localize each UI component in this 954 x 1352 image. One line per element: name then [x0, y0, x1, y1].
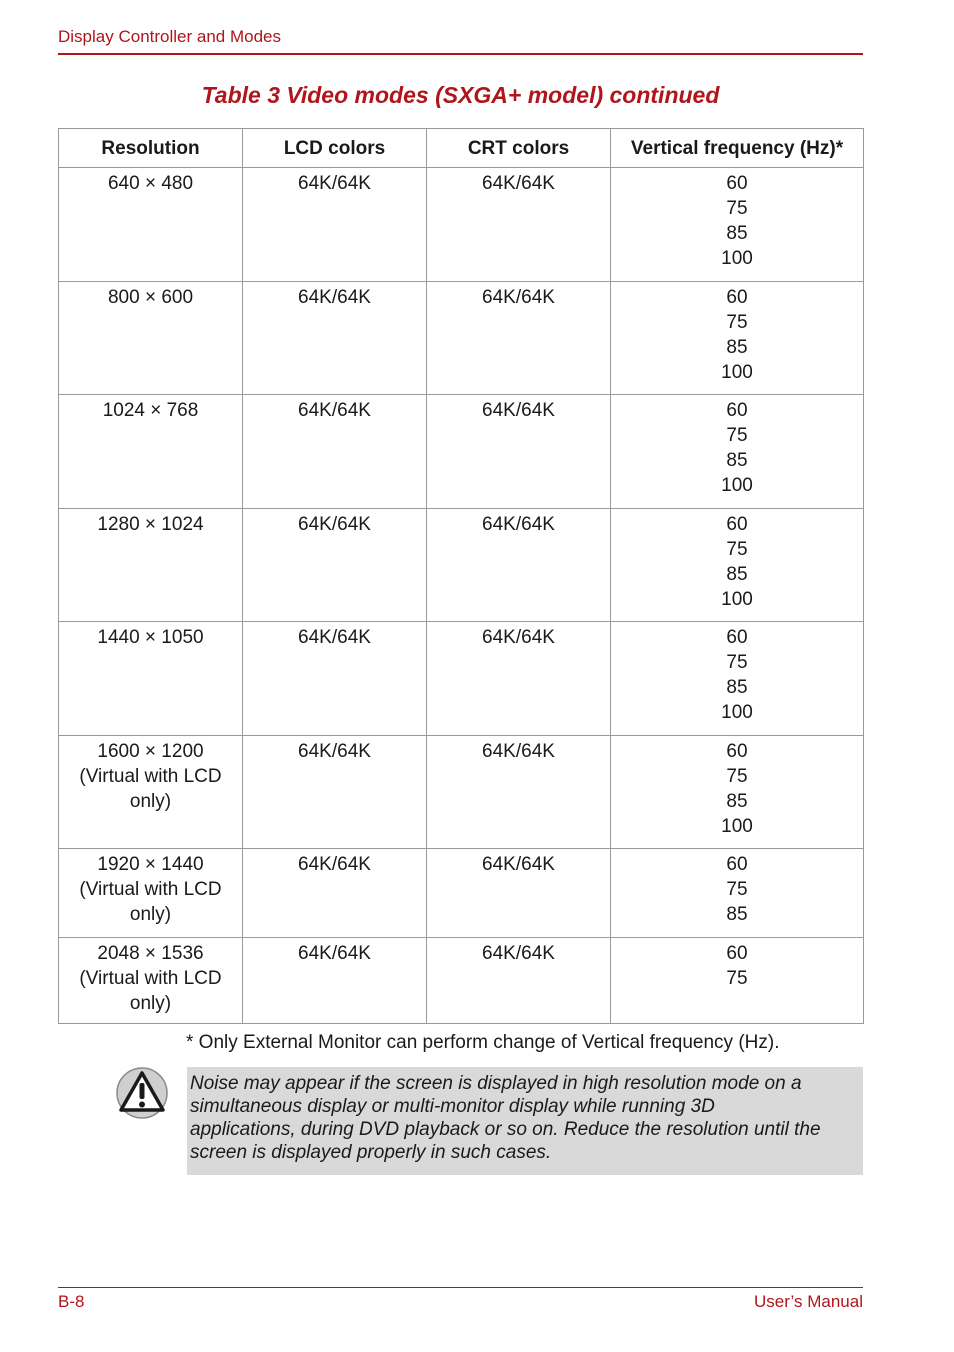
resolution-line: 1600 × 1200	[97, 741, 204, 762]
cell-vertical-frequency	[611, 938, 864, 1024]
cell-vertical-frequency	[611, 509, 864, 622]
frequency-value: 100	[721, 475, 753, 496]
resolution-line: 2048 × 1536	[97, 943, 204, 964]
frequency-value: 85	[726, 564, 748, 585]
cell-vertical-frequency	[611, 282, 864, 395]
cell-crt-colors: 64K/64K	[427, 622, 611, 736]
page-number: B-8	[58, 1292, 85, 1311]
column-header-vertical-frequency: Vertical frequency (Hz)*	[611, 129, 864, 168]
cell-vertical-frequency	[611, 622, 864, 736]
cell-resolution	[59, 168, 243, 282]
manual-title: User’s Manual	[754, 1292, 863, 1311]
resolution-line: 1280 × 1024	[97, 514, 204, 535]
frequency-value: 75	[726, 879, 748, 900]
table-row	[59, 168, 864, 282]
cell-resolution	[59, 849, 243, 938]
frequency-value: 75	[726, 198, 748, 219]
frequency-value: 75	[726, 539, 748, 560]
frequency-value: 100	[721, 702, 753, 723]
frequency-value: 85	[726, 677, 748, 698]
cell-lcd-colors: 64K/64K	[243, 282, 427, 395]
column-header-resolution: Resolution	[59, 129, 243, 168]
cell-vertical-frequency	[611, 736, 864, 849]
table-row	[59, 395, 864, 509]
warning-note-line: Noise may appear if the screen is displayed in high resolution mode on a	[190, 1073, 802, 1094]
frequency-value: 100	[721, 589, 753, 610]
cell-lcd-colors: 64K/64K	[243, 168, 427, 282]
header-divider	[58, 53, 863, 55]
cell-resolution	[59, 622, 243, 736]
cell-lcd-colors: 64K/64K	[243, 509, 427, 622]
frequency-value: 85	[726, 904, 748, 925]
table-row	[59, 849, 864, 938]
cell-resolution	[59, 736, 243, 849]
cell-vertical-frequency	[611, 168, 864, 282]
resolution-line: (Virtual with LCD	[79, 766, 222, 787]
resolution-line: only)	[129, 904, 172, 925]
resolution-line: only)	[129, 993, 172, 1014]
frequency-value: 60	[726, 943, 748, 964]
warning-note-line: simultaneous display or multi-monitor display while running 3D	[190, 1096, 715, 1117]
cell-lcd-colors: 64K/64K	[243, 938, 427, 1024]
frequency-value: 60	[726, 287, 748, 308]
cell-crt-colors: 64K/64K	[427, 395, 611, 509]
warning-note-line: screen is displayed properly in such cases.	[190, 1142, 552, 1163]
table-title: Table 3 Video modes (SXGA+ model) continued	[201, 82, 720, 108]
frequency-value: 75	[726, 652, 748, 673]
resolution-line: 1440 × 1050	[97, 627, 204, 648]
cell-lcd-colors: 64K/64K	[243, 849, 427, 938]
frequency-value: 100	[721, 362, 753, 383]
frequency-value: 60	[726, 741, 748, 762]
resolution-line: (Virtual with LCD	[79, 879, 222, 900]
table-row	[59, 509, 864, 622]
frequency-value: 60	[726, 514, 748, 535]
table-row	[59, 736, 864, 849]
footer-divider	[58, 1287, 863, 1288]
table-row	[59, 282, 864, 395]
cell-crt-colors: 64K/64K	[427, 849, 611, 938]
section-header: Display Controller and Modes	[58, 27, 281, 46]
cell-lcd-colors: 64K/64K	[243, 622, 427, 736]
frequency-value: 60	[726, 854, 748, 875]
warning-icon	[116, 1067, 168, 1119]
video-modes-table	[58, 128, 864, 1024]
frequency-value: 75	[726, 312, 748, 333]
cell-crt-colors: 64K/64K	[427, 168, 611, 282]
resolution-line: only)	[129, 791, 172, 812]
cell-lcd-colors: 64K/64K	[243, 736, 427, 849]
frequency-value: 60	[726, 627, 748, 648]
table-row	[59, 938, 864, 1024]
column-header-lcd-colors: LCD colors	[243, 129, 427, 168]
frequency-value: 60	[726, 400, 748, 421]
cell-crt-colors: 64K/64K	[427, 736, 611, 849]
cell-resolution	[59, 938, 243, 1024]
frequency-value: 85	[726, 337, 748, 358]
cell-crt-colors: 64K/64K	[427, 282, 611, 395]
resolution-line: (Virtual with LCD	[79, 968, 222, 989]
frequency-value: 85	[726, 791, 748, 812]
warning-note-text	[190, 1072, 860, 1164]
frequency-value: 75	[726, 766, 748, 787]
frequency-value: 100	[721, 248, 753, 269]
resolution-line: 1920 × 1440	[97, 854, 204, 875]
cell-crt-colors: 64K/64K	[427, 938, 611, 1024]
cell-resolution	[59, 509, 243, 622]
warning-note	[187, 1067, 863, 1175]
cell-crt-colors: 64K/64K	[427, 509, 611, 622]
table-body	[59, 168, 864, 1024]
frequency-value: 100	[721, 816, 753, 837]
cell-lcd-colors: 64K/64K	[243, 395, 427, 509]
table-row	[59, 622, 864, 736]
cell-resolution	[59, 282, 243, 395]
table-header-row	[59, 129, 864, 168]
frequency-value: 75	[726, 425, 748, 446]
frequency-value: 85	[726, 450, 748, 471]
frequency-value: 60	[726, 173, 748, 194]
column-header-crt-colors: CRT colors	[427, 129, 611, 168]
cell-vertical-frequency	[611, 395, 864, 509]
cell-vertical-frequency	[611, 849, 864, 938]
resolution-line: 640 × 480	[107, 173, 194, 194]
resolution-line: 800 × 600	[107, 287, 194, 308]
warning-note-line: applications, during DVD playback or so on. Reduce the resolution until the	[190, 1119, 821, 1140]
frequency-value: 75	[726, 968, 748, 989]
cell-resolution	[59, 395, 243, 509]
table-footnote: * Only External Monitor can perform change of Vertical frequency (Hz).	[186, 1032, 780, 1053]
frequency-value: 85	[726, 223, 748, 244]
resolution-line: 1024 × 768	[102, 400, 199, 421]
